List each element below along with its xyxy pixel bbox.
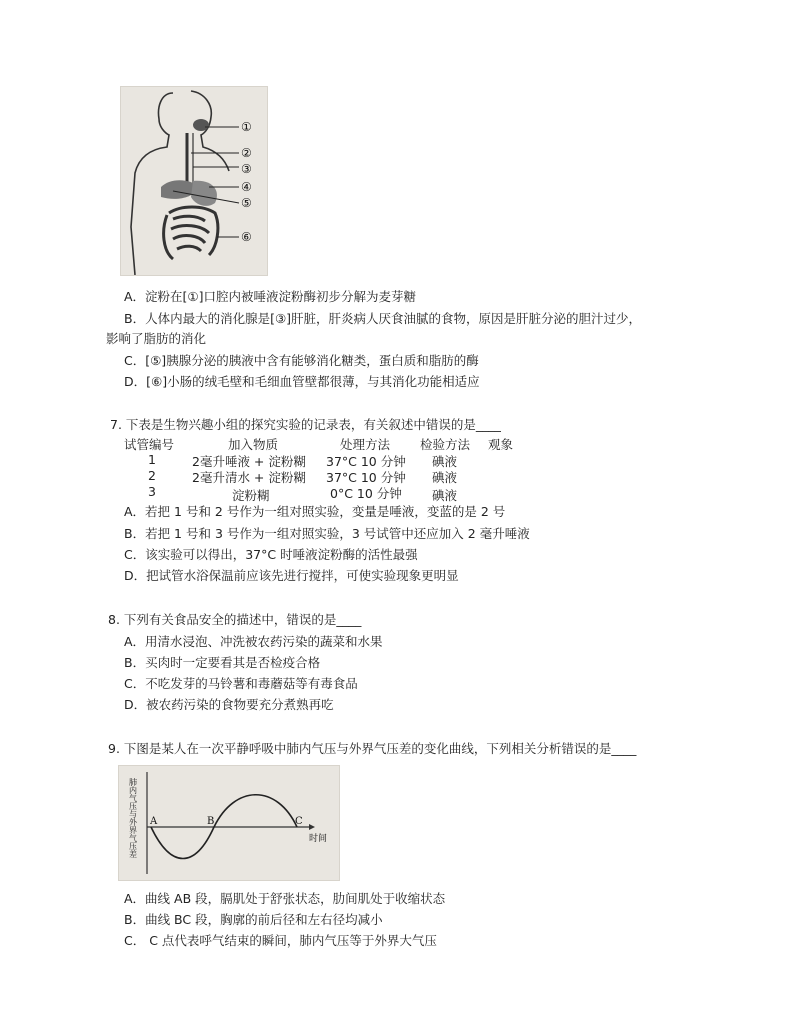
label-6: ⑥ [241,230,252,244]
q7-row2-treatment: 37°C 10 分钟 [326,470,406,485]
q7-header-observation: 观象 [488,437,514,452]
q7-option-a: A．若把 1 号和 2 号作为一组对照实验，变量是唾液，变蓝的是 2 号 [124,504,506,519]
q7-row3-substance: 淀粉糊 [232,488,270,503]
label-5: ⑤ [241,196,252,210]
q7-row2-tube: 2 [148,468,156,483]
label-3: ③ [241,162,252,176]
q9-option-a: A．曲线 AB 段，膈肌处于舒张状态，肋间肌处于收缩状态 [124,891,446,906]
q7-option-d: D．把试管水浴保温前应该先进行搅拌，可使实验现象更明显 [124,568,459,583]
q8-option-c: C．不吃发芽的马铃薯和毒蘑菇等有毒食品 [124,676,358,691]
label-1: ① [241,120,252,134]
x-axis-label: 时间 [309,834,328,844]
pressure-curve-figure [118,765,340,881]
q6-option-b-continued: 影响了脂肪的消化 [106,331,207,346]
q7-row3-treatment: 0°C 10 分钟 [330,486,402,501]
point-b-label: B [207,816,215,827]
q6-option-c: C．[⑤]胰腺分泌的胰液中含有能够消化糖类，蛋白质和脂肪的酶 [124,353,479,368]
q7-row1-tube: 1 [148,452,156,467]
digestive-system-figure [120,86,268,276]
q9-option-c: C． C 点代表呼气结束的瞬间，肺内气压等于外界大气压 [124,933,437,948]
pressure-curve-chart [119,766,339,880]
q7-row1-test: 碘液 [432,454,458,469]
q7-row1-treatment: 37°C 10 分钟 [326,454,406,469]
q7-stem: 7. 下表是生物兴趣小组的探究实验的记录表，有关叙述中错误的是____ [110,417,501,432]
point-c-label: C [295,816,303,827]
y-axis-label: 肺内气压与外界气压差 [128,778,138,858]
q8-option-d: D．被农药污染的食物要充分煮熟再吃 [124,697,334,712]
q8-option-b: B．买肉时一定要看其是否检疫合格 [124,655,321,670]
q8-stem: 8. 下列有关食品安全的描述中，错误的是____ [108,612,362,627]
q7-row2-test: 碘液 [432,470,458,485]
q7-row3-test: 碘液 [432,488,458,503]
q6-option-a: A．淀粉在[①]口腔内被唾液淀粉酶初步分解为麦芽糖 [124,289,417,304]
q7-header-tube: 试管编号 [124,437,175,452]
q7-header-treatment: 处理方法 [340,437,391,452]
label-4: ④ [241,180,252,194]
q7-header-test: 检验方法 [420,437,471,452]
q8-option-a: A．用清水浸泡、冲洗被农药污染的蔬菜和水果 [124,634,383,649]
q9-stem: 9. 下图是某人在一次平静呼吸中肺内气压与外界气压差的变化曲线，下列相关分析错误的是____ [108,741,637,756]
digestive-system-drawing [121,87,267,275]
point-a-label: A [150,816,158,827]
q6-option-d: D．[⑥]小肠的绒毛壁和毛细血管壁都很薄，与其消化功能相适应 [124,374,480,389]
q7-row3-tube: 3 [148,484,156,499]
q7-option-c: C．该实验可以得出，37°C 时唾液淀粉酶的活性最强 [124,547,418,562]
q7-header-substance: 加入物质 [228,437,279,452]
q7-row2-substance: 2毫升清水 + 淀粉糊 [192,470,306,485]
q9-option-b: B．曲线 BC 段，胸廓的前后径和左右径均减小 [124,912,383,927]
q6-option-b: B．人体内最大的消化腺是[③]肝脏，肝炎病人厌食油腻的食物，原因是肝脏分泌的胆汁过少， [124,311,642,326]
label-2: ② [241,146,252,160]
q7-row1-substance: 2毫升唾液 + 淀粉糊 [192,454,306,469]
q7-option-b: B．若把 1 号和 3 号作为一组对照实验，3 号试管中还应加入 2 毫升唾液 [124,526,530,541]
